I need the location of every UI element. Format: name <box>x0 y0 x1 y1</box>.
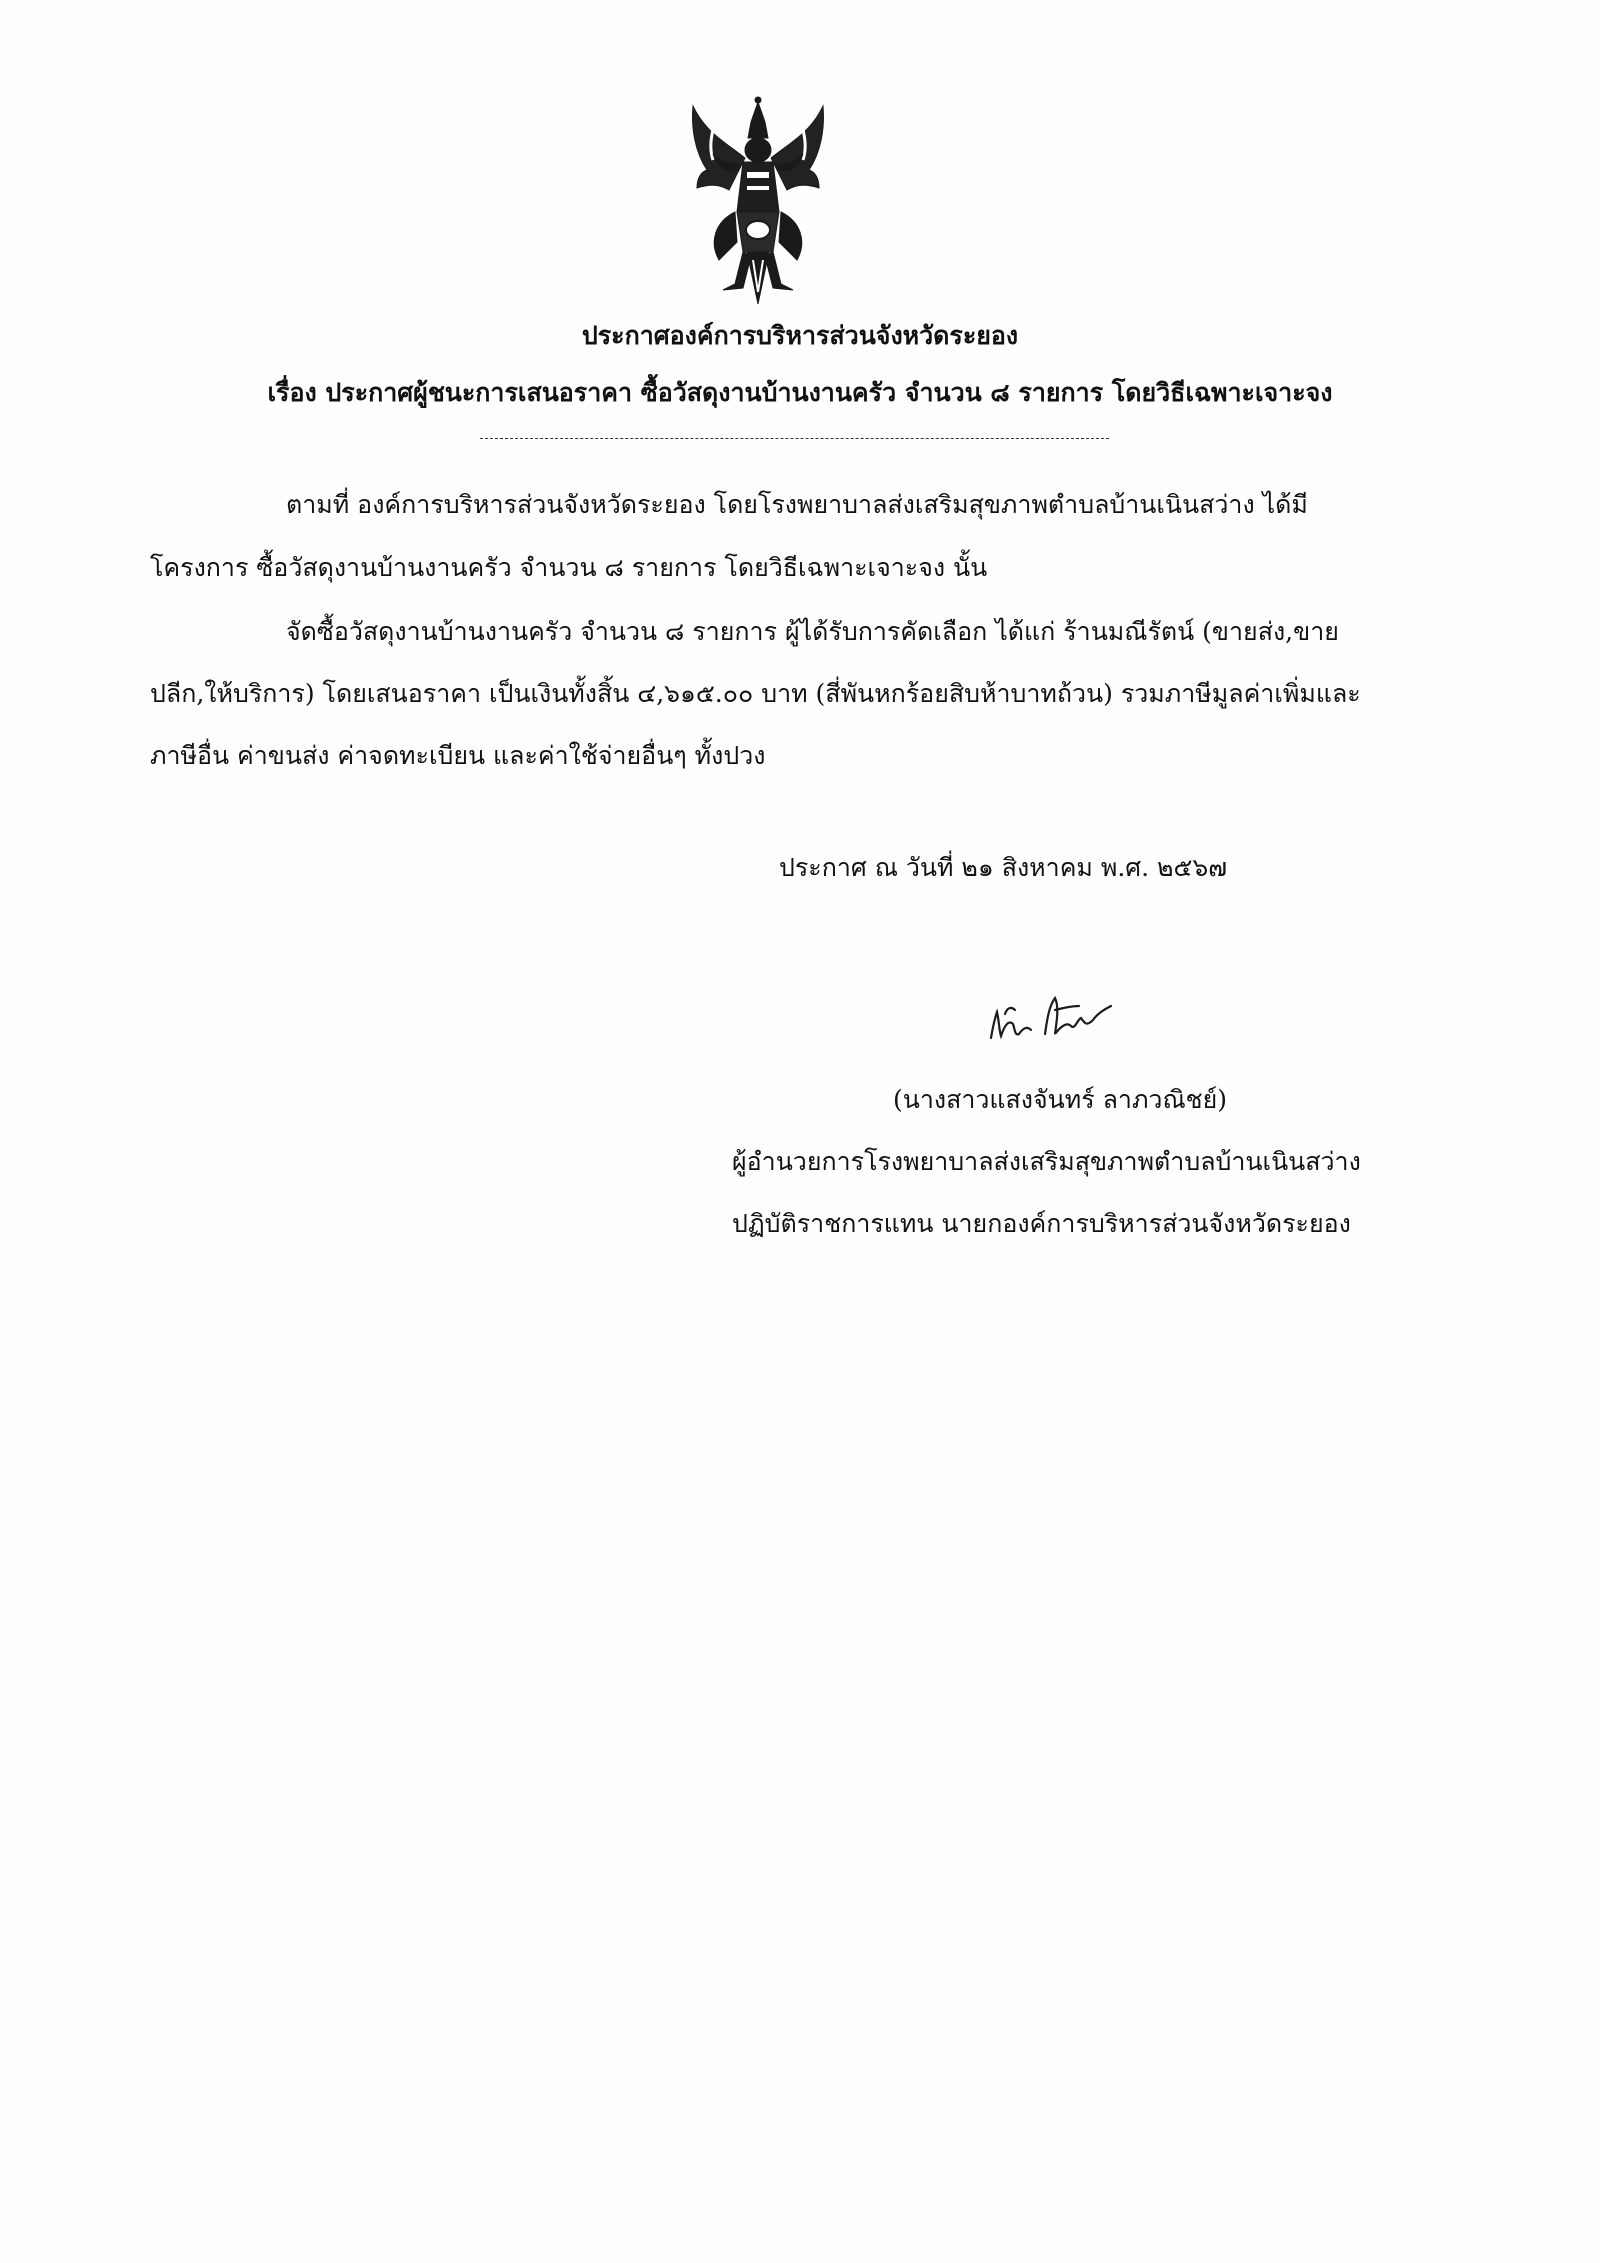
divider-line <box>480 438 1109 439</box>
paragraph-2-line-3: ภาษีอื่น ค่าขนส่ง ค่าจดทะเบียน และค่าใช้จ่ายอื่นๆ ทั้งปวง <box>150 741 766 770</box>
paragraph-2-line-2: ปลีก,ให้บริการ) โดยเสนอราคา เป็นเงินทั้งสิ้น ๔,๖๑๕.๐๐ บาท (สี่พันหกร้อยสิบห้าบาทถ้วน) รวมภาษีมูลค่าเพิ่มและ <box>150 679 1361 708</box>
paragraph-2-line-1: จัดซื้อวัสดุงานบ้านงานครัว จำนวน ๘ รายการ ผู้ได้รับการคัดเลือก ได้แก่ ร้านมณีรัตน์ (ขายส่ง,ขาย <box>286 617 1339 646</box>
document-title: ประกาศองค์การบริหารส่วนจังหวัดระยอง <box>581 321 1019 350</box>
document-subject: เรื่อง ประกาศผู้ชนะการเสนอราคา ซื้อวัสดุงานบ้านงานครัว จำนวน ๘ รายการ โดยวิธีเฉพาะเจาะจง <box>267 378 1333 407</box>
paragraph-1-line-2: โครงการ ซื้อวัสดุงานบ้านงานครัว จำนวน ๘ รายการ โดยวิธีเฉพาะเจาะจง นั้น <box>150 553 988 582</box>
garuda-emblem-icon <box>685 92 831 310</box>
handwritten-signature <box>985 990 1130 1050</box>
signatory-name: (นางสาวแสงจันทร์ ลาภวณิชย์) <box>893 1085 1228 1114</box>
paragraph-1-line-1: ตามที่ องค์การบริหารส่วนจังหวัดระยอง โดยโรงพยาบาลส่งเสริมสุขภาพตำบลบ้านเนินสว่าง ได้มี <box>286 490 1308 519</box>
signatory-acting-position: ปฏิบัติราชการแทน นายกองค์การบริหารส่วนจังหวัดระยอง <box>732 1209 1351 1238</box>
signatory-position: ผู้อำนวยการโรงพยาบาลส่งเสริมสุขภาพตำบลบ้านเนินสว่าง <box>732 1147 1361 1176</box>
announcement-date: ประกาศ ณ วันที่ ๒๑ สิงหาคม พ.ศ. ๒๕๖๗ <box>779 853 1228 882</box>
